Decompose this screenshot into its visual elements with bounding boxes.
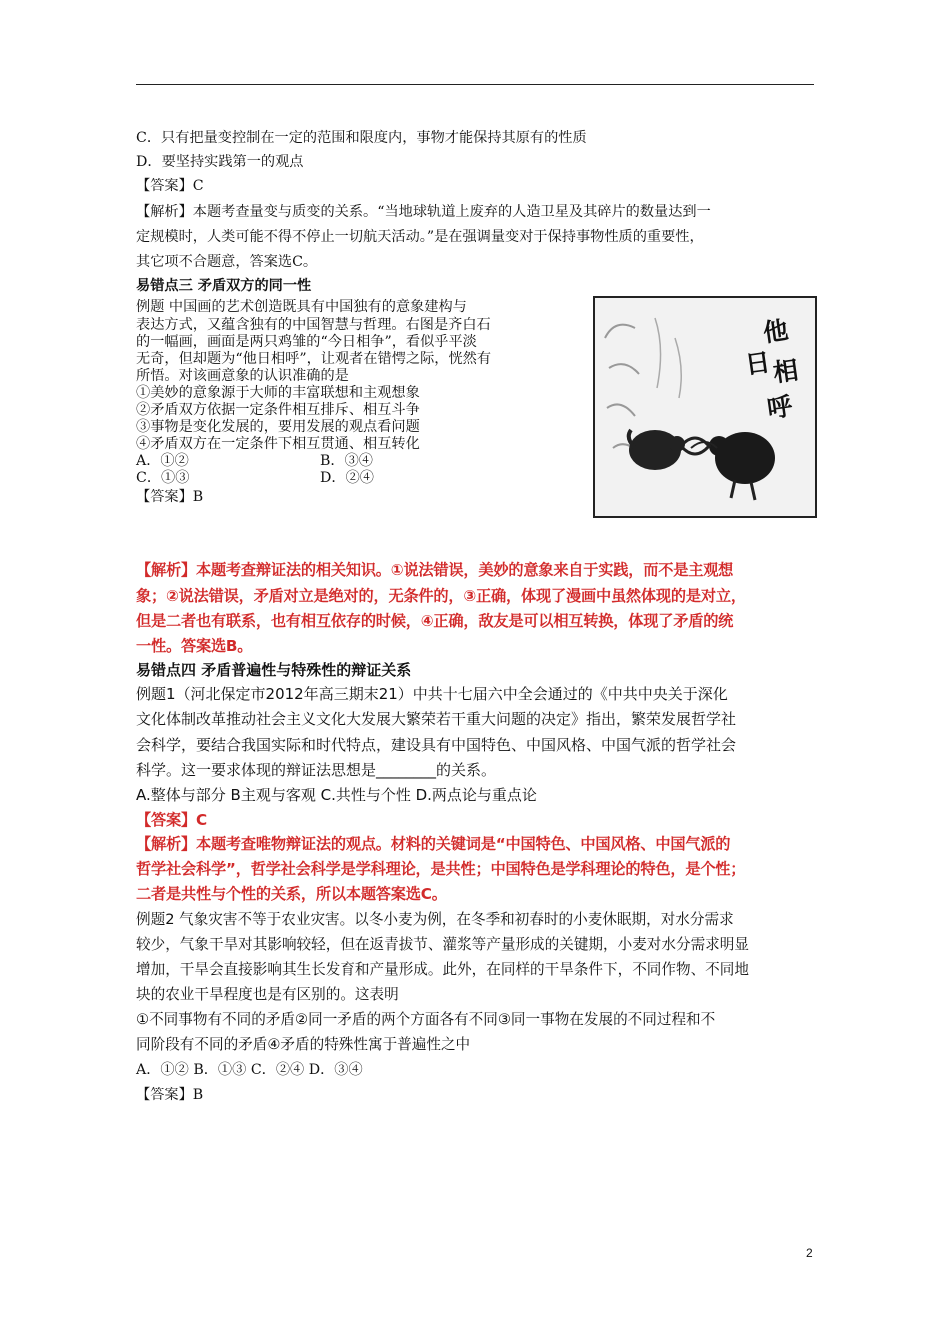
section-heading: 易错点三 矛盾双方的同一性	[136, 278, 312, 294]
option-c: C．只有把量变控制在一定的范围和限度内，事物才能保持其原有的性质	[136, 130, 587, 146]
analysis-line: 一性。答案选B。	[136, 637, 253, 655]
header-rule	[136, 84, 814, 85]
question-line: 增加，干旱会直接影响其生长发育和产量形成。此外，在同样的干旱条件下，不同作物、不同地	[136, 961, 749, 978]
analysis-line: 其它项不合题意，答案选C。	[136, 254, 318, 270]
analysis-line: 定规模时，人类可能不得不停止一切航天活动。”是在强调量变对于保持事物性质的重要性，	[136, 229, 704, 245]
analysis-line: 【解析】本题考查唯物辩证法的观点。材料的关键词是“中国特色、中国风格、中国气派的	[136, 835, 731, 853]
question-line: 无奇，但却题为“他日相呼”，让观者在错愕之际，恍然有	[136, 351, 492, 367]
option-d: D．要坚持实践第一的观点	[136, 154, 304, 170]
analysis-line: 哲学社会科学”，哲学社会科学是学科理论，是共性；中国特色是学科理论的特色，是个性；	[136, 860, 746, 878]
question-line: 文化体制改革推动社会主义文化大发展大繁荣若干重大问题的决定》指出，繁荣发展哲学社	[136, 710, 737, 728]
question-line: 块的农业干旱程度也是有区别的。这表明	[136, 986, 399, 1003]
statement: ③事物是变化发展的，要用发展的观点看问题	[136, 419, 420, 435]
question-line: 较少，气象干旱对其影响较轻，但在返青拔节、灌浆等产量形成的关键期，小麦对水分需求明显	[136, 936, 749, 953]
statement: ④矛盾双方在一定条件下相互贯通、相互转化	[136, 436, 420, 452]
analysis-line: 【解析】本题考查辩证法的相关知识。①说法错误，美妙的意象来自于实践，而不是主观想	[136, 561, 734, 579]
inscription-char: 他	[761, 315, 791, 348]
analysis-line: 象；②说法错误，矛盾对立是绝对的，无条件的，③正确，体现了漫画中虽然体现的是对立，	[136, 587, 746, 605]
analysis-line: 但是二者也有联系，也有相互依存的时候，④正确，敌友是可以相互转换，体现了矛盾的统	[136, 612, 734, 630]
options-line: A．①② B．①③ C．②④ D．③④	[136, 1062, 363, 1078]
statement: ①美妙的意象源于大师的丰富联想和主观想象	[136, 385, 420, 401]
question-line: 表达方式，又蕴含独有的中国智慧与哲理。右图是齐白石	[136, 317, 491, 333]
analysis-line: 【解析】本题考查量变与质变的关系。“当地球轨道上废弃的人造卫星及其碎片的数量达到一	[136, 204, 711, 220]
statement: ②矛盾双方依据一定条件相互排斥、相互斗争	[136, 402, 420, 418]
inscription-char: 呼	[765, 391, 795, 424]
inscription-char: 相	[771, 355, 801, 388]
question-line: 所悟。对该画意象的认识准确的是	[136, 368, 349, 384]
inscription-char: 日	[743, 347, 773, 380]
answer: 【答案】B	[136, 1087, 204, 1103]
question-line: 例题1（河北保定市2012年高三期末21）中共十七届六中全会通过的《中共中央关于深化	[136, 685, 728, 703]
question-line: 的一幅画，画面是两只鸡雏的“今日相争”，看似乎平淡	[136, 334, 477, 350]
option-d: D．②④	[320, 470, 374, 486]
answer: 【答案】B	[136, 489, 204, 505]
option-b: B．③④	[320, 453, 373, 469]
question-line: 例题 中国画的艺术创造既具有中国独有的意象建构与	[136, 299, 467, 315]
analysis-line: 二者是共性与个性的关系，所以本题答案选C。	[136, 885, 447, 903]
statement: ①不同事物有不同的矛盾②同一矛盾的两个方面各有不同③同一事物在发展的不同过程和不	[136, 1011, 716, 1028]
section-heading: 易错点四 矛盾普遍性与特殊性的辩证关系	[136, 661, 412, 679]
question-line: 会科学，要结合我国实际和时代特点，建设具有中国特色、中国风格、中国气派的哲学社会	[136, 736, 737, 754]
page-number: 2	[806, 1246, 813, 1260]
answer: 【答案】C	[136, 178, 204, 194]
option-a: A．①②	[136, 453, 189, 469]
option-c: C．①③	[136, 470, 190, 486]
question-line: 例题2 气象灾害不等于农业灾害。以冬小麦为例，在冬季和初春时的小麦休眠期，对水分需求	[136, 911, 734, 928]
question-line: 科学。这一要求体现的辩证法思想是________的关系。	[136, 761, 497, 779]
answer: 【答案】C	[136, 811, 207, 829]
options-line: A.整体与部分 B主观与客观 C.共性与个性 D.两点论与重点论	[136, 786, 537, 804]
qi-baishi-painting	[593, 296, 817, 518]
statement: 同阶段有不同的矛盾④矛盾的特殊性寓于普遍性之中	[136, 1036, 471, 1053]
